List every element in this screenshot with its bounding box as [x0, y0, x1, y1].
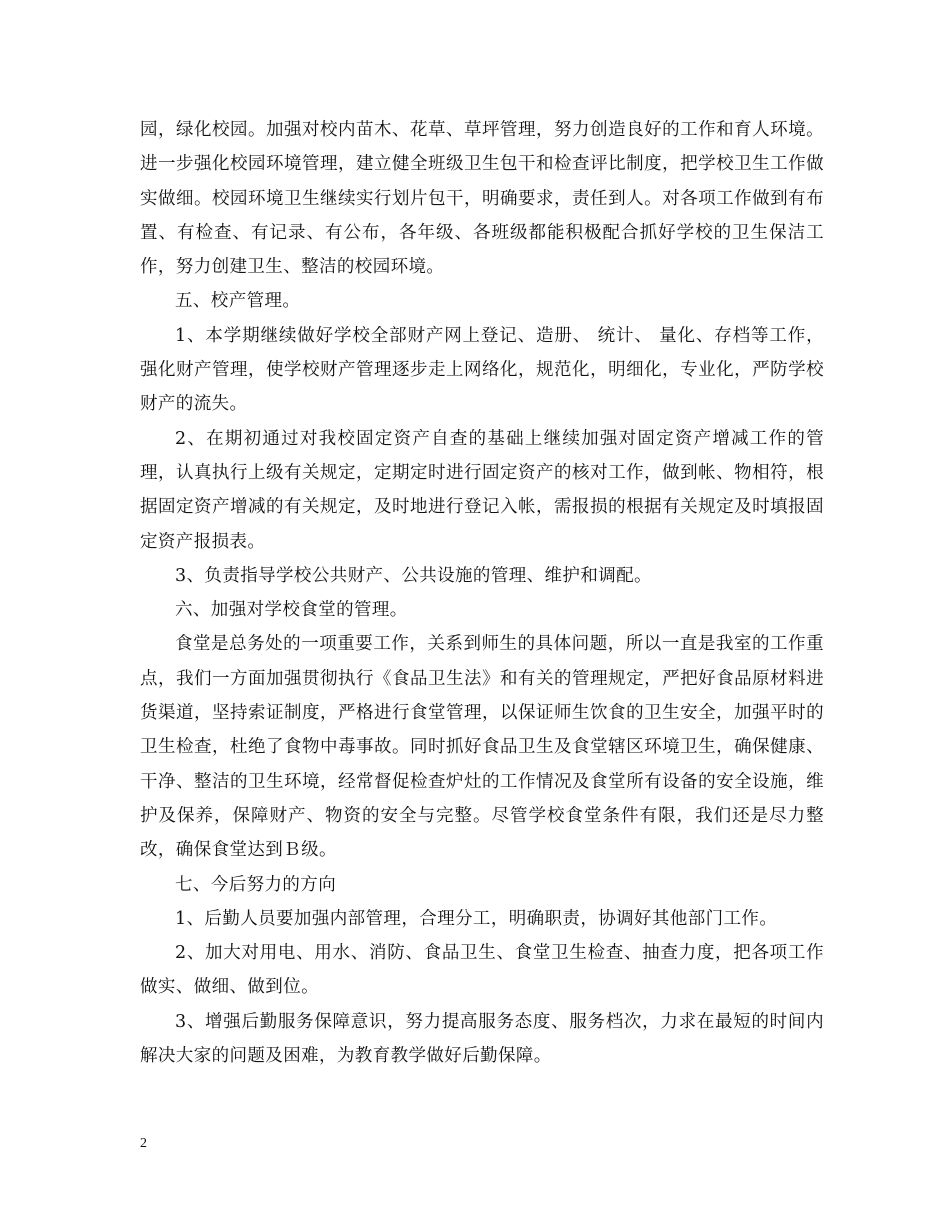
paragraph-5-3: 3、负责指导学校公共财产、公共设施的管理、维护和调配。 [175, 565, 652, 586]
heading-section-5: 五、校产管理。 [175, 291, 301, 312]
paragraph-5-1: 1、本学期继续做好学校全部财产网上登记、造册、 统计、 量化、存档等工作，强化财产管理，使学校财产管理逐步走上网络化，规范化，明细化，专业化，严防学校财产的流失。 [140, 325, 824, 415]
paragraph-7-3: 3、增强后勤服务保障意识，努力提高服务态度、服务档次，力求在最短的时间内解决大家的问题及困难，为教育教学做好后勤保障。 [140, 1011, 824, 1067]
heading-section-7: 七、今后努力的方向 [175, 874, 337, 895]
paragraph-continuation: 园，绿化校园。加强对校内苗木、花草、草坪管理，努力创造良好的工作和育人环境。进一步强化校园环境管理，建立健全班级卫生包干和检查评比制度，把学校卫生工作做实做细。校园环境卫生继续实行划片包干，明确要求，责任到人。对各项工作做到有布置、有检查、有记录、有公布，各年级、各班级都能积极配合抓好学校的卫生保洁工作，努力创建卫生、整洁的校园环境。 [140, 120, 824, 278]
paragraph-7-2: 2、加大对用电、用水、消防、食品卫生、食堂卫生检查、抽查力度，把各项工作做实、做细、做到位。 [140, 943, 824, 998]
paragraph-7-1: 1、后勤人员要加强内部管理，合理分工，明确职责，协调好其他部门工作。 [175, 908, 778, 929]
document-body [140, 113, 824, 1073]
paragraph-6-body: 食堂是总务处的一项重要工作，关系到师生的具体问题，所以一直是我室的工作重点，我们一方面加强贯彻执行《食品卫生法》和有关的管理规定，严把好食品原材料进货渠道，坚持索证制度，严格进行食堂管理，以保证师生饮食的卫生安全，加强平时的卫生检查，杜绝了食物中毒事故。同时抓好食品卫生及食堂辖区环境卫生，确保健康、干净、整洁的卫生环境，经常督促检查炉灶的工作情况及食堂所有设备的安全设施，维护及保养，保障财产、物资的安全与完整。尽管学校食堂条件有限，我们还是尽力整改，确保食堂达到Ｂ级。 [140, 634, 824, 861]
heading-section-6: 六、加强对学校食堂的管理。 [175, 600, 408, 621]
page-number: 2 [140, 1136, 147, 1151]
paragraph-5-2: 2、在期初通过对我校固定资产自查的基础上继续加强对固定资产增减工作的管理，认真执行上级有关规定，定期定时进行固定资产的核对工作，做到帐、物相符，根据固定资产增减的有关规定，及时地进行登记入帐，需报损的根据有关规定及时填报固定资产报损表。 [140, 428, 824, 552]
